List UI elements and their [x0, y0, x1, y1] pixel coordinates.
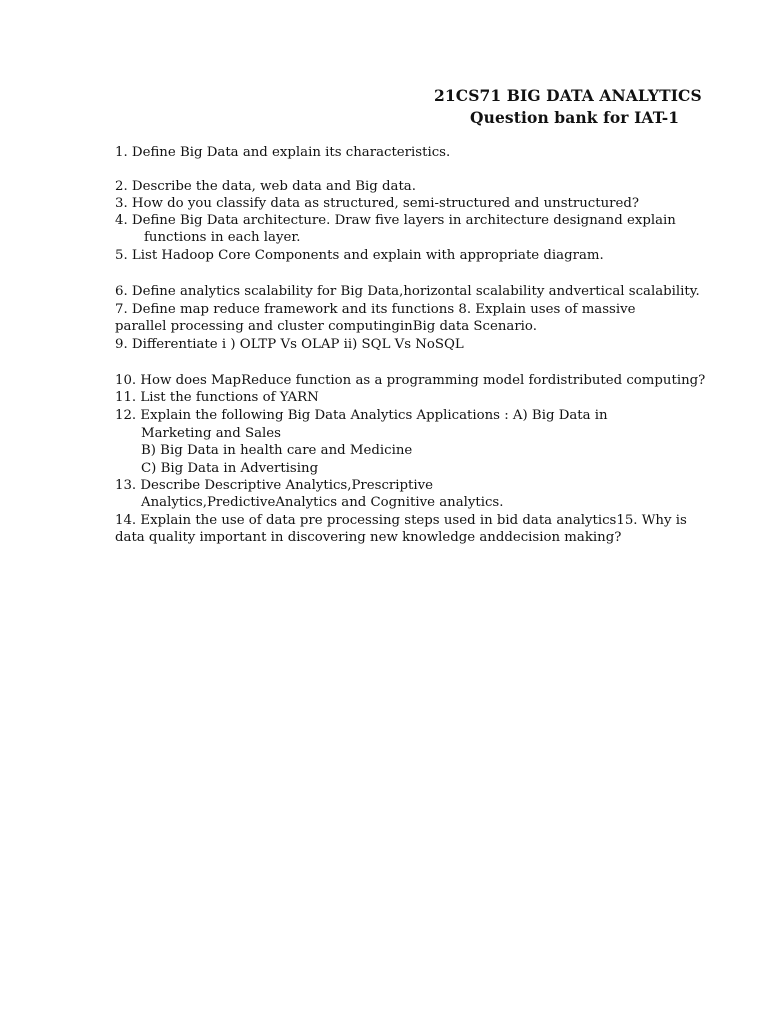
- question-line: 11. List the functions of YARN: [115, 390, 319, 405]
- question-line: 2. Describe the data, web data and Big data.: [115, 179, 416, 194]
- question-line: 5. List Hadoop Core Components and explain with appropriate diagram.: [115, 248, 604, 263]
- question-line: 14. Explain the use of data pre processing steps used in bid data analytics15. Why is: [115, 513, 687, 528]
- question-line: 7. Define map reduce framework and its functions 8. Explain uses of massive: [115, 302, 636, 317]
- question-line: 4. Define Big Data architecture. Draw five layers in architecture designand explain: [115, 213, 676, 228]
- question-line: 10. How does MapReduce function as a programming model fordistributed computing?: [115, 373, 706, 388]
- course-title: 21CS71 BIG DATA ANALYTICS: [434, 86, 702, 105]
- question-line-continued: data quality important in discovering new knowledge anddecision making?: [115, 530, 622, 545]
- question-line: 3. How do you classify data as structured, semi-structured and unstructured?: [115, 196, 640, 211]
- question-line: 12. Explain the following Big Data Analytics Applications : A) Big Data in: [115, 408, 608, 423]
- question-line-continued: functions in each layer.: [144, 230, 301, 245]
- question-line-continued: parallel processing and cluster computinginBig data Scenario.: [115, 319, 537, 334]
- question-line: 13. Describe Descriptive Analytics,Prescriptive: [115, 478, 434, 493]
- question-line: 6. Define analytics scalability for Big Data,horizontal scalability andvertical scalability.: [115, 284, 700, 299]
- question-line-continued: B) Big Data in health care and Medicine: [141, 443, 413, 458]
- document-subtitle: Question bank for IAT-1: [470, 108, 680, 127]
- question-line-continued: C) Big Data in Advertising: [141, 461, 319, 476]
- question-line-continued: Analytics,PredictiveAnalytics and Cognitive analytics.: [141, 495, 504, 510]
- question-line: 1. Define Big Data and explain its characteristics.: [115, 145, 451, 160]
- question-line: 9. Differentiate i ) OLTP Vs OLAP ii) SQL Vs NoSQL: [115, 337, 464, 352]
- question-line-continued: Marketing and Sales: [141, 426, 281, 441]
